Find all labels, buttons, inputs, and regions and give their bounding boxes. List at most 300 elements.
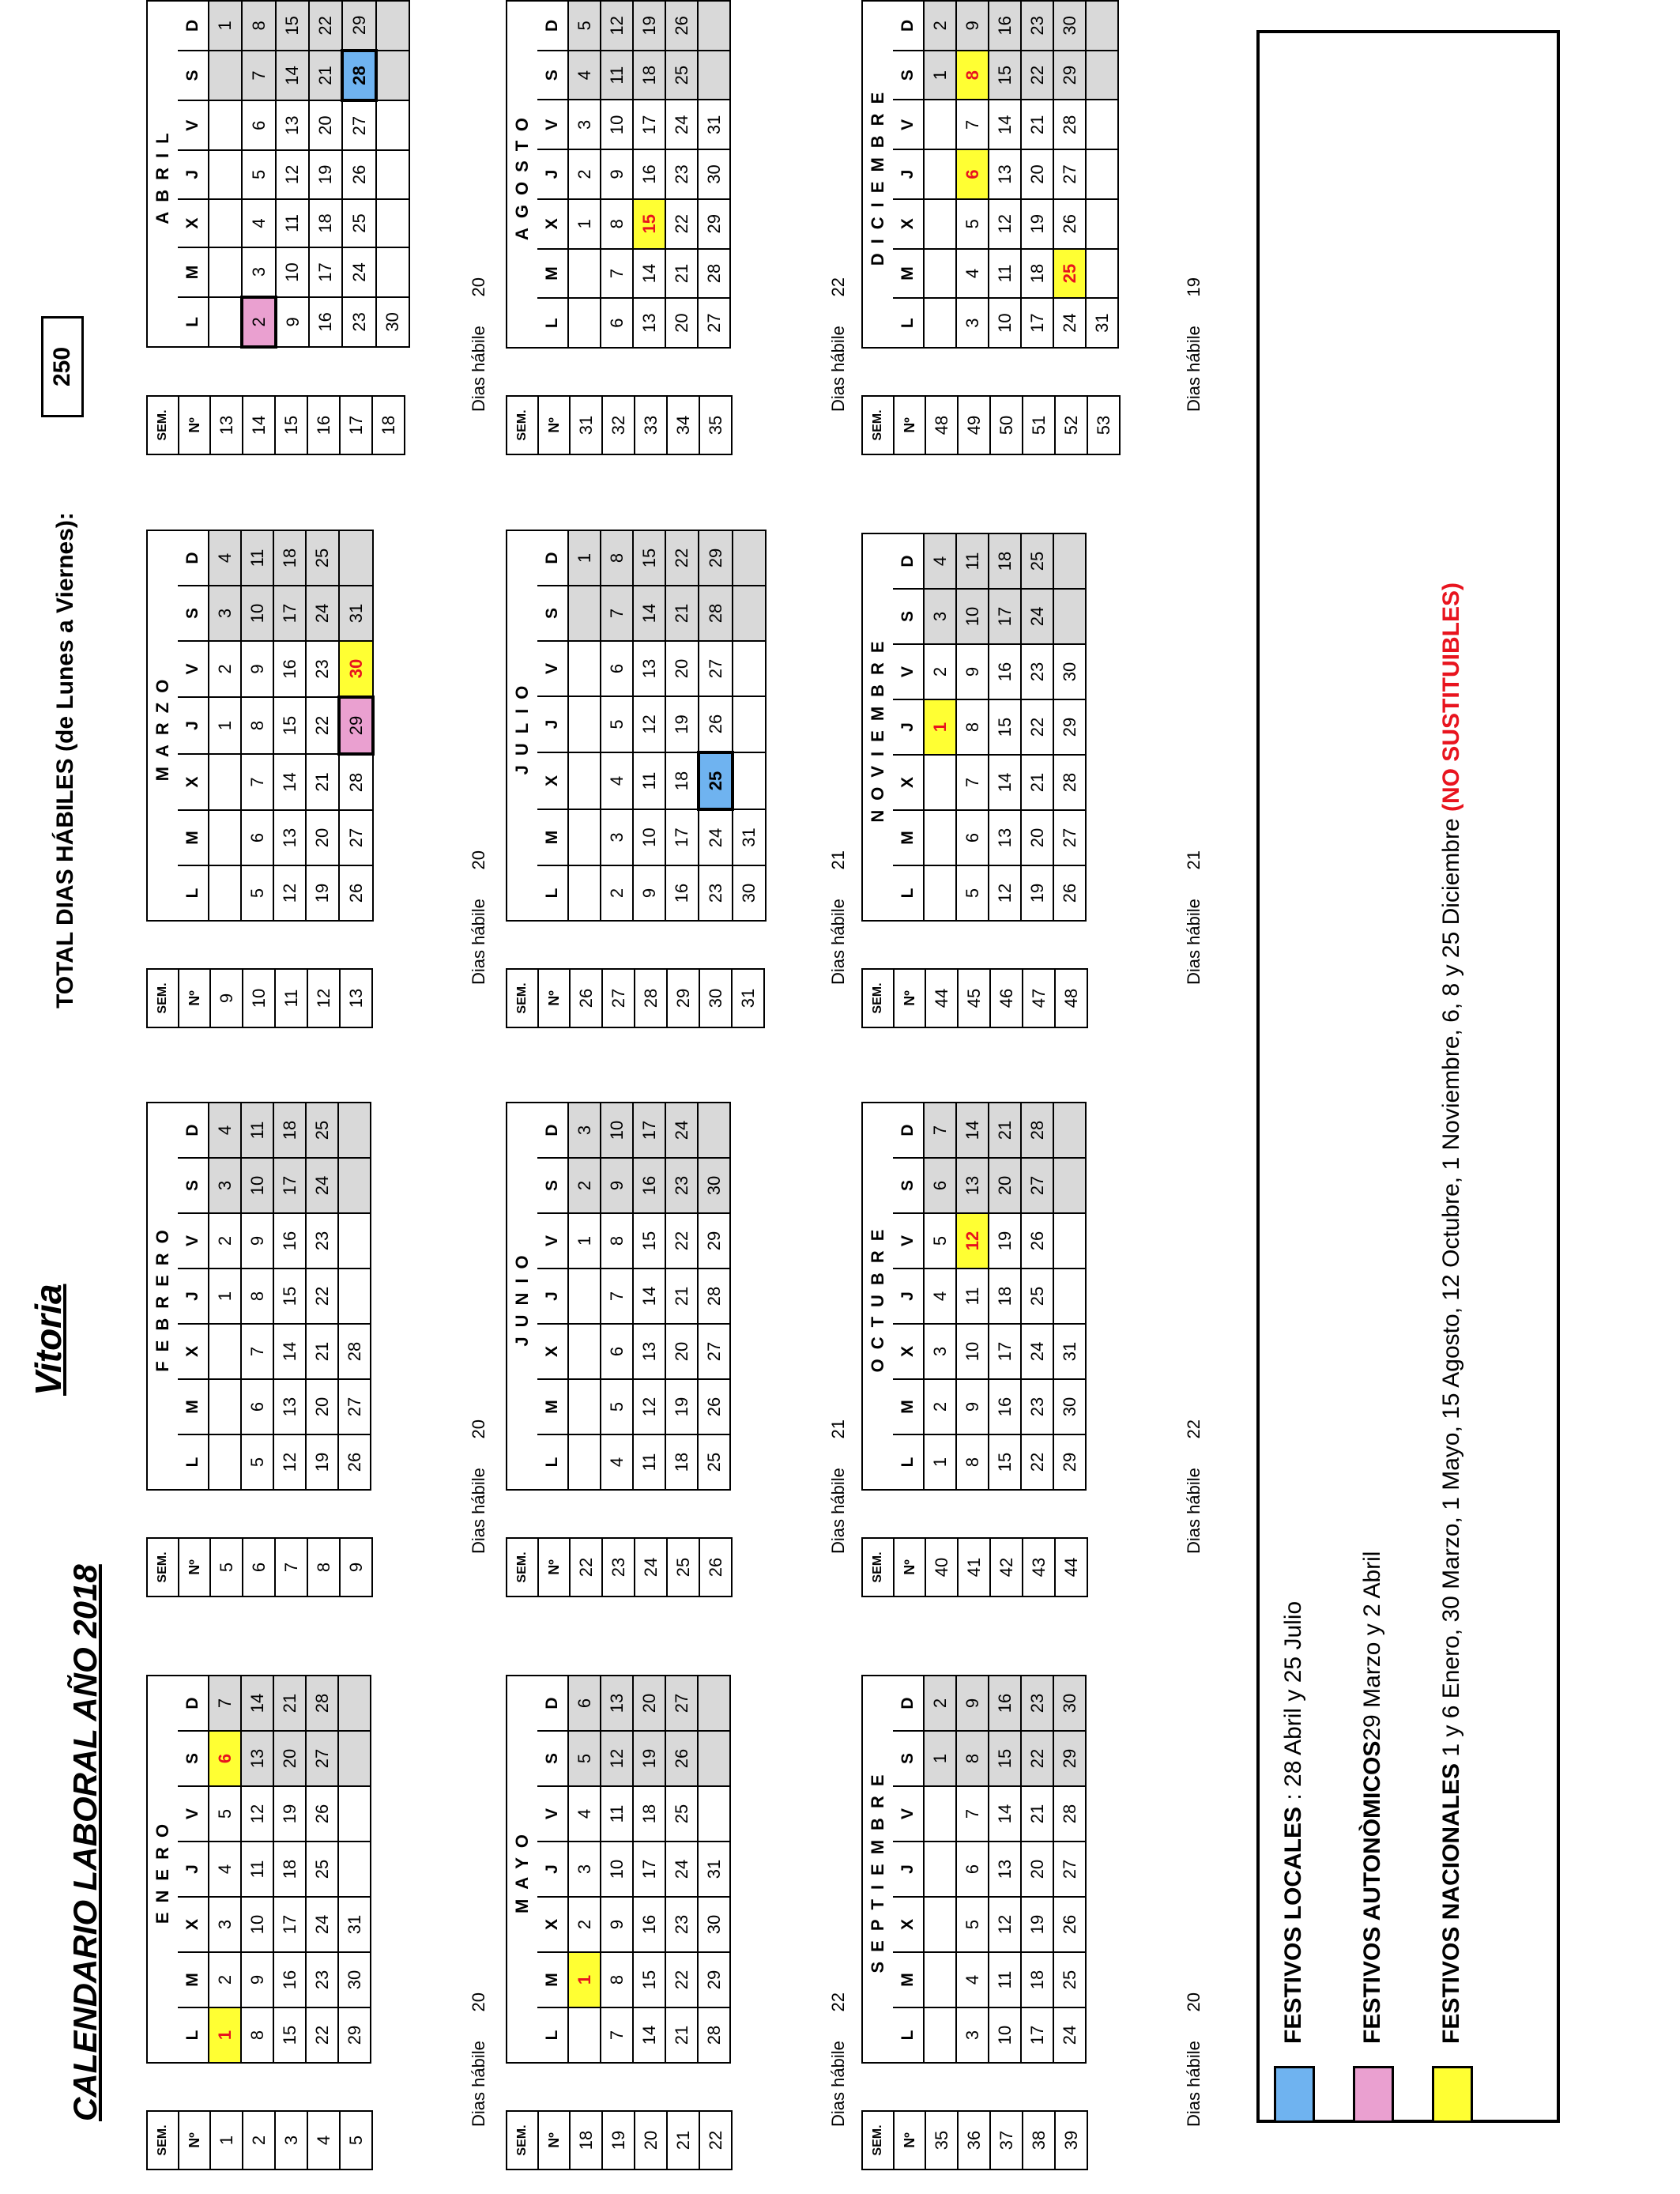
- day-header: J: [178, 1842, 209, 1897]
- day-header: V: [178, 100, 209, 150]
- n-header: Nº: [894, 1538, 925, 1596]
- legend-autonomico: [1353, 1551, 1392, 2123]
- day-cell: 24: [1021, 1324, 1053, 1379]
- day-cell: 18: [273, 1103, 306, 1158]
- day-cell: 8: [601, 530, 633, 586]
- day-cell: 26: [1053, 1897, 1086, 1952]
- day-cell: 4: [601, 1434, 633, 1490]
- month-table-septiembre: [861, 1675, 1087, 2064]
- day-header: L: [537, 865, 568, 921]
- day-cell: 16: [273, 641, 306, 697]
- empty-cell: [568, 249, 601, 299]
- day-cell: 6: [956, 1842, 989, 1897]
- empty-cell: [209, 754, 241, 810]
- day-cell: 8: [956, 1731, 989, 1786]
- day-cell: 18: [665, 1434, 698, 1490]
- empty-cell: [698, 51, 730, 100]
- day-cell: 25: [1021, 1269, 1053, 1324]
- day-cell: 16: [989, 1379, 1021, 1434]
- day-cell: 1: [924, 699, 956, 755]
- day-cell: 27: [665, 1676, 698, 1731]
- empty-cell: [924, 298, 956, 348]
- day-header: S: [178, 586, 209, 641]
- day-cell: 30: [1053, 1379, 1086, 1434]
- day-cell: 17: [633, 1842, 665, 1897]
- month-name: NOVIEMBRE: [862, 533, 893, 921]
- day-cell: 1: [209, 1, 242, 51]
- day-cell: 7: [241, 754, 273, 810]
- day-cell: 5: [241, 1434, 273, 1490]
- day-cell: 16: [273, 1213, 306, 1269]
- empty-cell: [1086, 199, 1118, 249]
- day-cell: 6: [241, 1379, 273, 1434]
- month-table-diciembre: [861, 0, 1119, 349]
- empty-cell: [1053, 1269, 1086, 1324]
- day-cell: 28: [698, 2007, 730, 2063]
- week-number: 36: [958, 2111, 990, 2169]
- day-cell: 1: [568, 1213, 601, 1269]
- empty-cell: [568, 1324, 601, 1379]
- day-cell: 3: [568, 1103, 601, 1158]
- empty-cell: [924, 2007, 956, 2063]
- day-cell: 10: [241, 1158, 273, 1213]
- day-cell: 19: [273, 1786, 306, 1842]
- day-header: V: [893, 644, 924, 699]
- day-cell: 2: [601, 865, 633, 921]
- day-cell: 11: [241, 1842, 273, 1897]
- day-cell: 25: [1053, 1952, 1086, 2007]
- autonomico-swatch: [1353, 2066, 1394, 2123]
- day-cell: 3: [568, 100, 601, 149]
- week-number: 52: [1055, 396, 1087, 454]
- day-cell: 28: [339, 754, 373, 810]
- day-cell: 24: [1021, 589, 1053, 644]
- day-cell: 24: [665, 1842, 698, 1897]
- day-header: V: [537, 1213, 568, 1269]
- day-header: L: [537, 2007, 568, 2063]
- week-number: 27: [602, 969, 635, 1027]
- day-cell: 8: [601, 1952, 633, 2007]
- day-cell: 24: [1053, 2007, 1086, 2063]
- day-header: X: [537, 752, 568, 809]
- day-cell: 28: [338, 1324, 371, 1379]
- legend-local-label: FESTIVOS LOCALES: [1279, 1806, 1306, 2044]
- month-name: MARZO: [147, 530, 178, 921]
- week-number: 30: [699, 969, 732, 1027]
- week-number: 13: [340, 969, 372, 1027]
- day-cell: 15: [989, 1731, 1021, 1786]
- day-cell: 20: [309, 100, 342, 150]
- week-number: 7: [275, 1538, 307, 1596]
- day-cell: 18: [273, 1842, 306, 1897]
- day-cell: 15: [633, 1952, 665, 2007]
- day-cell: 13: [633, 298, 665, 348]
- day-cell: 8: [241, 1269, 273, 1324]
- day-cell: 9: [601, 1897, 633, 1952]
- day-cell: 15: [633, 530, 665, 586]
- month-name: SEPTIEMBRE: [862, 1676, 893, 2063]
- week-number: 20: [635, 2111, 667, 2169]
- day-cell: 22: [309, 1, 342, 51]
- day-cell: 17: [665, 809, 699, 865]
- day-cell: 16: [273, 1952, 306, 2007]
- week-number-table: [861, 968, 1088, 1028]
- empty-cell: [568, 865, 601, 921]
- week-number: 33: [635, 396, 667, 454]
- day-cell: 29: [698, 1213, 730, 1269]
- dias-value: 21: [828, 1419, 848, 1439]
- day-cell: 5: [601, 696, 633, 752]
- day-cell: 20: [1021, 149, 1053, 199]
- day-cell: 3: [242, 247, 276, 296]
- week-number: 2: [243, 2111, 275, 2169]
- day-cell: 12: [956, 1213, 989, 1269]
- day-cell: 5: [242, 150, 276, 199]
- n-header: Nº: [179, 969, 210, 1027]
- day-cell: 15: [273, 1269, 306, 1324]
- day-cell: 21: [309, 51, 342, 101]
- week-number: 4: [307, 2111, 340, 2169]
- day-header: S: [178, 1158, 209, 1213]
- month-name: JUNIO: [507, 1103, 537, 1490]
- week-number-table: [861, 395, 1121, 455]
- day-cell: 9: [633, 865, 665, 921]
- day-cell: 1: [209, 1269, 241, 1324]
- day-cell: 14: [989, 755, 1021, 810]
- month-table-julio: [506, 530, 767, 922]
- day-cell: 18: [989, 1269, 1021, 1324]
- sem-header: SEM.: [147, 2111, 179, 2169]
- day-cell: 5: [209, 1786, 241, 1842]
- day-cell: 20: [306, 810, 339, 865]
- day-cell: 19: [989, 1213, 1021, 1269]
- day-header: V: [537, 641, 568, 696]
- day-header: D: [178, 1676, 209, 1731]
- day-cell: 2: [209, 641, 241, 697]
- day-header: L: [893, 2007, 924, 2063]
- day-cell: 12: [989, 1897, 1021, 1952]
- day-cell: 28: [698, 249, 730, 299]
- day-header: X: [893, 199, 924, 249]
- day-cell: 27: [1053, 149, 1086, 199]
- day-cell: 9: [241, 641, 273, 697]
- day-cell: 11: [956, 533, 989, 589]
- dias-habiles: [828, 1419, 849, 1554]
- empty-cell: [568, 752, 601, 809]
- week-number: 26: [570, 969, 602, 1027]
- day-cell: 28: [1021, 1103, 1053, 1158]
- day-cell: 18: [273, 530, 306, 586]
- day-cell: 26: [306, 1786, 338, 1842]
- day-cell: 22: [306, 2007, 338, 2063]
- day-cell: 16: [633, 1158, 665, 1213]
- day-cell: 20: [273, 1731, 306, 1786]
- day-cell: 15: [276, 1, 309, 51]
- day-cell: 23: [1021, 1379, 1053, 1434]
- n-header: Nº: [894, 2111, 925, 2169]
- dias-label: Dias hábile: [469, 1468, 488, 1554]
- day-cell: 9: [956, 1676, 989, 1731]
- day-cell: 8: [601, 1213, 633, 1269]
- day-cell: 14: [273, 1324, 306, 1379]
- day-cell: 14: [633, 249, 665, 299]
- day-cell: 26: [1053, 199, 1086, 249]
- day-cell: 4: [568, 51, 601, 100]
- day-cell: 24: [699, 809, 733, 865]
- day-cell: 15: [273, 2007, 306, 2063]
- day-cell: 26: [699, 696, 733, 752]
- dias-habiles: [1184, 1992, 1204, 2127]
- week-number: 48: [925, 396, 958, 454]
- dias-value: 21: [828, 850, 848, 870]
- week-number: 9: [340, 1538, 372, 1596]
- day-cell: 21: [306, 754, 339, 810]
- week-number: 18: [570, 2111, 602, 2169]
- day-cell: 18: [1021, 249, 1053, 299]
- day-cell: 21: [1021, 755, 1053, 810]
- day-cell: 16: [633, 149, 665, 199]
- dias-habiles: [1184, 1419, 1204, 1554]
- week-number: 12: [307, 969, 340, 1027]
- day-header: D: [893, 1676, 924, 1731]
- week-number: 19: [602, 2111, 635, 2169]
- legend-local-text: : 28 Abril y 25 Julio: [1279, 1600, 1306, 1807]
- day-cell: 10: [989, 298, 1021, 348]
- day-cell: 15: [989, 699, 1021, 755]
- day-cell: 23: [306, 1213, 338, 1269]
- day-cell: 2: [242, 297, 276, 347]
- week-number: 13: [210, 396, 243, 454]
- day-cell: 8: [601, 199, 633, 249]
- week-number: 22: [570, 1538, 602, 1596]
- day-cell: 23: [665, 149, 698, 199]
- legend-nat-text: 1 y 6 Enero, 30 Marzo, 1 Mayo, 15 Agosto, 12 Octubre, 1 Noviembre, 6, 8 y 25 Diciembre: [1437, 812, 1464, 1763]
- empty-cell: [568, 298, 601, 348]
- page-title: CALENDARIO LABORAL AÑO 2018: [66, 1564, 104, 2121]
- empty-cell: [1086, 149, 1118, 199]
- day-cell: 4: [601, 752, 633, 809]
- day-cell: 13: [633, 1324, 665, 1379]
- dias-value: 19: [1184, 277, 1203, 297]
- dias-value: 20: [1184, 1992, 1203, 2012]
- month-name: AGOSTO: [507, 1, 537, 348]
- day-cell: 19: [1021, 1897, 1053, 1952]
- dias-value: 20: [469, 850, 488, 870]
- empty-cell: [924, 865, 956, 921]
- empty-cell: [1053, 589, 1086, 644]
- month-table-agosto: [506, 0, 731, 349]
- day-cell: 20: [633, 1676, 665, 1731]
- day-cell: 2: [209, 1213, 241, 1269]
- day-cell: 5: [956, 199, 989, 249]
- day-cell: 21: [306, 1324, 338, 1379]
- day-cell: 31: [1053, 1324, 1086, 1379]
- day-cell: 23: [342, 297, 376, 347]
- day-header: L: [178, 2007, 209, 2063]
- day-header: S: [893, 51, 924, 100]
- day-cell: 11: [956, 1269, 989, 1324]
- day-cell: 17: [309, 247, 342, 296]
- month-name: ABRIL: [147, 1, 178, 347]
- empty-cell: [376, 150, 409, 199]
- day-header: S: [537, 1731, 568, 1786]
- day-cell: 20: [665, 1324, 698, 1379]
- day-cell: 25: [1021, 533, 1053, 589]
- month-table-junio: [506, 1102, 731, 1491]
- day-header: S: [537, 1158, 568, 1213]
- sem-header: SEM.: [507, 1538, 538, 1596]
- week-number-table: [506, 968, 765, 1028]
- dias-habiles: [828, 850, 849, 985]
- day-cell: 6: [209, 1731, 241, 1786]
- day-header: V: [893, 1213, 924, 1269]
- week-number: 39: [1055, 2111, 1087, 2169]
- day-cell: 2: [924, 1, 956, 51]
- day-cell: 16: [309, 297, 342, 347]
- day-cell: 12: [601, 1, 633, 51]
- week-number: 48: [1055, 969, 1087, 1027]
- day-cell: 19: [1021, 865, 1053, 921]
- legend-aut-text: 29 Marzo y 2 Abril: [1358, 1551, 1385, 1741]
- day-cell: 12: [241, 1786, 273, 1842]
- empty-cell: [1053, 1213, 1086, 1269]
- day-cell: 2: [568, 1897, 601, 1952]
- day-cell: 26: [665, 1, 698, 51]
- empty-cell: [209, 297, 242, 347]
- week-number: 49: [958, 396, 990, 454]
- day-header: S: [893, 1731, 924, 1786]
- day-cell: 24: [1053, 298, 1086, 348]
- week-number: 44: [1055, 1538, 1087, 1596]
- day-cell: 31: [698, 100, 730, 149]
- dias-habiles: [1184, 850, 1204, 985]
- day-header: D: [893, 1103, 924, 1158]
- day-cell: 10: [601, 1842, 633, 1897]
- day-header: L: [537, 1434, 568, 1490]
- legend-nat-note: (NO SUSTITUIBLES): [1437, 582, 1464, 812]
- day-cell: 27: [1021, 1158, 1053, 1213]
- day-cell: 14: [273, 754, 306, 810]
- month-table-marzo: [146, 530, 375, 922]
- day-cell: 22: [1021, 699, 1053, 755]
- day-cell: 5: [956, 865, 989, 921]
- day-cell: 10: [601, 100, 633, 149]
- day-cell: 7: [956, 1786, 989, 1842]
- day-cell: 4: [242, 199, 276, 248]
- day-cell: 22: [665, 1952, 698, 2007]
- day-cell: 21: [665, 2007, 698, 2063]
- dias-label: Dias hábile: [469, 2041, 488, 2127]
- day-cell: 23: [665, 1158, 698, 1213]
- n-header: Nº: [179, 396, 210, 454]
- day-cell: 3: [209, 1158, 241, 1213]
- n-header: Nº: [179, 2111, 210, 2169]
- empty-cell: [698, 1103, 730, 1158]
- day-cell: 24: [306, 586, 339, 641]
- day-cell: 25: [306, 1103, 338, 1158]
- day-header: M: [537, 1952, 568, 2007]
- empty-cell: [338, 1269, 371, 1324]
- month-table-abril: [146, 0, 410, 349]
- n-header: Nº: [538, 396, 570, 454]
- day-cell: 13: [633, 641, 665, 696]
- dias-label: Dias hábile: [1184, 2041, 1203, 2127]
- empty-cell: [698, 1731, 730, 1786]
- dias-label: Dias hábile: [1184, 1468, 1203, 1554]
- empty-cell: [733, 752, 766, 809]
- day-cell: 9: [956, 1379, 989, 1434]
- day-cell: 16: [633, 1897, 665, 1952]
- day-cell: 21: [665, 249, 698, 299]
- day-cell: 6: [242, 100, 276, 150]
- week-number: 43: [1023, 1538, 1055, 1596]
- day-cell: 28: [342, 51, 376, 101]
- day-cell: 13: [989, 810, 1021, 865]
- day-header: D: [178, 530, 209, 586]
- day-cell: 4: [209, 1842, 241, 1897]
- week-number-table: [146, 1537, 373, 1597]
- empty-cell: [568, 1434, 601, 1490]
- day-header: V: [178, 641, 209, 697]
- day-cell: 20: [1021, 810, 1053, 865]
- day-cell: 6: [924, 1158, 956, 1213]
- day-cell: 23: [665, 1897, 698, 1952]
- day-header: M: [537, 809, 568, 865]
- day-cell: 30: [698, 149, 730, 199]
- dias-value: 22: [828, 277, 848, 297]
- city-name: Vitoria: [28, 1284, 69, 1396]
- day-header: M: [537, 249, 568, 299]
- day-cell: 24: [342, 247, 376, 296]
- day-cell: 17: [273, 1158, 306, 1213]
- day-cell: 22: [1021, 1434, 1053, 1490]
- day-cell: 9: [241, 1213, 273, 1269]
- day-cell: 25: [342, 199, 376, 248]
- day-cell: 12: [273, 865, 306, 921]
- legend-nacional: [1432, 582, 1471, 2123]
- month-table-enero: [146, 1675, 371, 2064]
- day-cell: 4: [924, 1269, 956, 1324]
- empty-cell: [209, 1379, 241, 1434]
- day-cell: 12: [633, 696, 665, 752]
- day-cell: 18: [665, 752, 699, 809]
- sem-header: SEM.: [507, 969, 538, 1027]
- empty-cell: [376, 247, 409, 296]
- day-header: J: [893, 1269, 924, 1324]
- sem-header: SEM.: [507, 396, 538, 454]
- empty-cell: [568, 2007, 601, 2063]
- week-number: 8: [307, 1538, 340, 1596]
- day-cell: 4: [924, 533, 956, 589]
- empty-cell: [338, 1158, 371, 1213]
- week-number-table: [861, 2110, 1088, 2170]
- day-cell: 7: [241, 1324, 273, 1379]
- day-cell: 7: [924, 1103, 956, 1158]
- empty-cell: [1053, 533, 1086, 589]
- empty-cell: [338, 1731, 371, 1786]
- day-cell: 7: [601, 1269, 633, 1324]
- day-cell: 4: [209, 1103, 241, 1158]
- day-header: D: [537, 1676, 568, 1731]
- month-name: MAYO: [507, 1676, 537, 2063]
- day-cell: 8: [956, 1434, 989, 1490]
- month-name: JULIO: [507, 530, 537, 921]
- day-cell: 6: [601, 641, 633, 696]
- day-cell: 30: [733, 865, 766, 921]
- day-cell: 11: [241, 1103, 273, 1158]
- total-value: 250: [41, 316, 84, 417]
- day-cell: 30: [1053, 1676, 1086, 1731]
